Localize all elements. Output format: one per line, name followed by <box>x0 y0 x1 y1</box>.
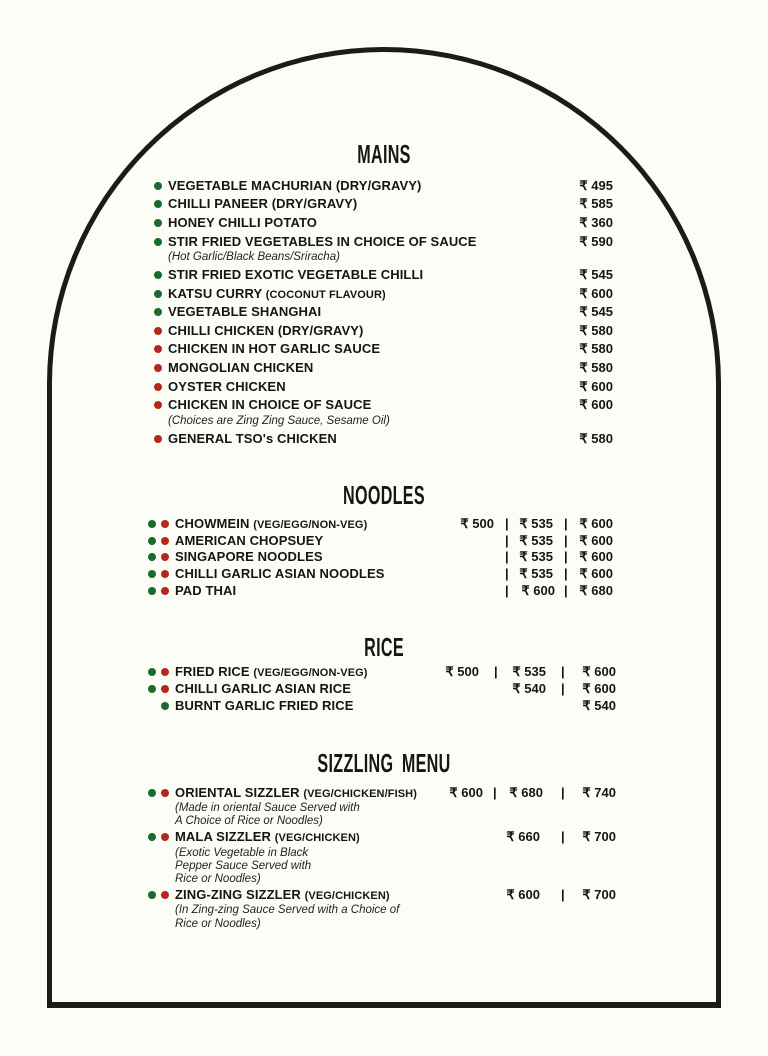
menu-item <box>0 215 768 231</box>
item-name: PAD THAI <box>175 583 237 598</box>
item-price: ₹ 600 <box>579 286 613 301</box>
item-name: STIR FRIED EXOTIC VEGETABLE CHILLI <box>168 267 424 282</box>
item-price: ₹ 600 <box>579 379 613 394</box>
menu-item <box>0 341 768 357</box>
item-price-nonveg: ₹ 600 <box>579 533 613 548</box>
menu-item <box>0 234 768 250</box>
item-price: ₹ 545 <box>579 267 613 282</box>
menu-item <box>0 323 768 339</box>
veg-dot-icon <box>148 520 156 528</box>
item-price-veg: ₹ 535 <box>519 549 553 564</box>
item-price-nonveg: ₹ 600 <box>579 549 613 564</box>
veg-dot-icon <box>154 271 162 279</box>
price-separator: | <box>505 549 509 564</box>
item-name: AMERICAN CHOPSUEY <box>175 533 324 548</box>
item-name: CHILLI PANEER (DRY/GRAVY) <box>168 196 358 211</box>
menu-item <box>0 566 768 582</box>
item-name <box>175 516 367 533</box>
item-name: SINGAPORE NOODLES <box>175 549 323 564</box>
price-separator: | <box>564 549 568 564</box>
item-price-chicken: ₹ 700 <box>582 887 616 902</box>
nonveg-dot-icon <box>161 789 169 797</box>
item-name-main: CHOWMEIN <box>175 516 250 531</box>
menu-item <box>0 664 768 680</box>
item-price-chicken: ₹ 680 <box>509 785 543 800</box>
item-price-veg: ₹ 600 <box>506 887 540 902</box>
menu-item <box>0 286 768 302</box>
item-name-main: KATSU CURRY <box>168 286 263 301</box>
veg-dot-icon <box>148 685 156 693</box>
nonveg-dot-icon <box>154 345 162 353</box>
item-name: GENERAL TSO's CHICKEN <box>168 431 337 446</box>
item-price: ₹ 585 <box>579 196 613 211</box>
nonveg-dot-icon <box>161 520 169 528</box>
item-name: MONGOLIAN CHICKEN <box>168 360 314 375</box>
item-name: OYSTER CHICKEN <box>168 379 286 394</box>
veg-dot-icon <box>154 290 162 298</box>
veg-dot-icon <box>148 587 156 595</box>
menu-item <box>0 583 768 599</box>
item-name: CHILLI GARLIC ASIAN NOODLES <box>175 566 385 581</box>
price-separator: | <box>493 785 497 800</box>
price-separator: | <box>564 566 568 581</box>
menu-item <box>0 681 768 697</box>
item-name <box>175 785 417 802</box>
nonveg-dot-icon <box>161 891 169 899</box>
menu-item <box>0 304 768 320</box>
item-price-egg: ₹ 535 <box>519 516 553 531</box>
item-name-suffix: (VEG/EGG/NON-VEG) <box>253 519 368 531</box>
nonveg-dot-icon <box>161 570 169 578</box>
item-name-suffix: (VEG/EGG/NON-VEG) <box>253 667 368 679</box>
veg-dot-icon <box>154 219 162 227</box>
item-price: ₹ 580 <box>579 360 613 375</box>
item-price: ₹ 495 <box>579 178 613 193</box>
menu-item <box>0 829 768 845</box>
section-title-noodles: NOODLES <box>343 480 425 510</box>
item-name <box>175 829 360 846</box>
item-name-suffix: (VEG/CHICKEN/FISH) <box>303 788 417 800</box>
nonveg-dot-icon <box>161 668 169 676</box>
item-name-main: MALA SIZZLER <box>175 829 272 844</box>
price-separator: | <box>561 829 565 844</box>
veg-dot-icon <box>154 308 162 316</box>
menu-item <box>0 178 768 194</box>
nonveg-dot-icon <box>161 587 169 595</box>
nonveg-dot-icon <box>154 327 162 335</box>
item-price-veg: ₹ 660 <box>506 829 540 844</box>
item-name-suffix: (VEG/CHICKEN) <box>274 832 360 844</box>
veg-dot-icon <box>148 553 156 561</box>
veg-dot-icon <box>148 537 156 545</box>
item-price-chicken: ₹ 700 <box>582 829 616 844</box>
menu-item <box>0 887 768 903</box>
item-price: ₹ 580 <box>579 323 613 338</box>
menu-item <box>0 397 768 413</box>
price-separator: | <box>505 583 509 598</box>
item-price-nonveg: ₹ 600 <box>579 566 613 581</box>
nonveg-dot-icon <box>154 383 162 391</box>
veg-dot-icon <box>148 668 156 676</box>
item-price-veg: ₹ 600 <box>521 583 555 598</box>
item-price-veg: ₹ 500 <box>445 664 479 679</box>
item-description-line: (In Zing-zing Sauce Served with a Choice of <box>175 904 400 916</box>
item-description-line: (Exotic Vegetable in Black <box>175 847 309 859</box>
price-separator: | <box>505 566 509 581</box>
item-name: BURNT GARLIC FRIED RICE <box>175 698 354 713</box>
item-name <box>175 887 390 904</box>
item-name-main: FRIED RICE <box>175 664 250 679</box>
item-price-veg: ₹ 600 <box>449 785 483 800</box>
price-separator: | <box>561 887 565 902</box>
veg-dot-icon <box>154 182 162 190</box>
item-price: ₹ 580 <box>579 341 613 356</box>
price-separator: | <box>505 516 509 531</box>
price-separator: | <box>564 583 568 598</box>
item-description-line: Pepper Sauce Served with <box>175 860 312 872</box>
veg-dot-icon <box>154 238 162 246</box>
veg-dot-icon <box>161 702 169 710</box>
veg-dot-icon <box>148 570 156 578</box>
nonveg-dot-icon <box>154 435 162 443</box>
item-name-suffix: (COCONUT FLAVOUR) <box>265 289 386 301</box>
nonveg-dot-icon <box>154 364 162 372</box>
nonveg-dot-icon <box>161 537 169 545</box>
item-price-fish: ₹ 740 <box>582 785 616 800</box>
item-price-veg: ₹ 500 <box>460 516 494 531</box>
item-price-egg: ₹ 535 <box>512 664 546 679</box>
veg-dot-icon <box>154 200 162 208</box>
item-name <box>168 286 386 303</box>
nonveg-dot-icon <box>161 685 169 693</box>
menu-item <box>0 379 768 395</box>
nonveg-dot-icon <box>161 833 169 841</box>
price-separator: | <box>564 516 568 531</box>
item-name: CHICKEN IN CHOICE OF SAUCE <box>168 397 372 412</box>
item-description-line: A Choice of Rice or Noodles) <box>175 815 323 827</box>
item-description-line: Rice or Noodles) <box>175 918 261 930</box>
item-description: (Hot Garlic/Black Beans/Sriracha) <box>168 251 340 263</box>
item-description-line: (Made in oriental Sauce Served with <box>175 802 360 814</box>
item-price-nonveg: ₹ 600 <box>582 664 616 679</box>
item-name: VEGETABLE SHANGHAI <box>168 304 322 319</box>
menu-item <box>0 196 768 212</box>
veg-dot-icon <box>148 789 156 797</box>
item-name-main: ZING-ZING SIZZLER <box>175 887 301 902</box>
nonveg-dot-icon <box>154 401 162 409</box>
price-separator: | <box>564 533 568 548</box>
item-price: ₹ 545 <box>579 304 613 319</box>
veg-dot-icon <box>148 833 156 841</box>
section-title-sizzling: SIZZLING MENU <box>317 748 451 778</box>
item-price-veg: ₹ 535 <box>519 566 553 581</box>
item-name: CHILLI GARLIC ASIAN RICE <box>175 681 351 696</box>
price-separator: | <box>561 681 565 696</box>
menu-item <box>0 360 768 376</box>
item-price: ₹ 540 <box>582 698 616 713</box>
price-separator: | <box>561 664 565 679</box>
price-separator: | <box>505 533 509 548</box>
item-price-veg: ₹ 540 <box>512 681 546 696</box>
item-name: CHICKEN IN HOT GARLIC SAUCE <box>168 341 381 356</box>
item-name: STIR FRIED VEGETABLES IN CHOICE OF SAUCE <box>168 234 477 249</box>
item-price: ₹ 580 <box>579 431 613 446</box>
item-name <box>175 664 368 681</box>
item-price-nonveg: ₹ 600 <box>579 516 613 531</box>
menu-item <box>0 785 768 801</box>
item-name-suffix: (VEG/CHICKEN) <box>304 890 390 902</box>
item-price-nonveg: ₹ 680 <box>579 583 613 598</box>
item-name: VEGETABLE MACHURIAN (DRY/GRAVY) <box>168 178 422 193</box>
item-description-line: Rice or Noodles) <box>175 873 261 885</box>
menu-item <box>0 549 768 565</box>
menu-item <box>0 698 768 714</box>
item-price-veg: ₹ 535 <box>519 533 553 548</box>
section-title-mains: MAINS <box>357 139 411 169</box>
menu-item <box>0 431 768 447</box>
item-price: ₹ 600 <box>579 397 613 412</box>
nonveg-dot-icon <box>161 553 169 561</box>
menu-item <box>0 516 768 532</box>
item-price: ₹ 590 <box>579 234 613 249</box>
item-price: ₹ 360 <box>579 215 613 230</box>
item-name: CHILLI CHICKEN (DRY/GRAVY) <box>168 323 364 338</box>
section-title-rice: RICE <box>364 632 404 662</box>
menu-item <box>0 533 768 549</box>
item-name-main: ORIENTAL SIZZLER <box>175 785 300 800</box>
menu-item <box>0 267 768 283</box>
item-name: HONEY CHILLI POTATO <box>168 215 318 230</box>
price-separator: | <box>494 664 498 679</box>
price-separator: | <box>561 785 565 800</box>
item-price-nonveg: ₹ 600 <box>582 681 616 696</box>
item-description: (Choices are Zing Zing Sauce, Sesame Oil) <box>168 415 390 427</box>
veg-dot-icon <box>148 891 156 899</box>
